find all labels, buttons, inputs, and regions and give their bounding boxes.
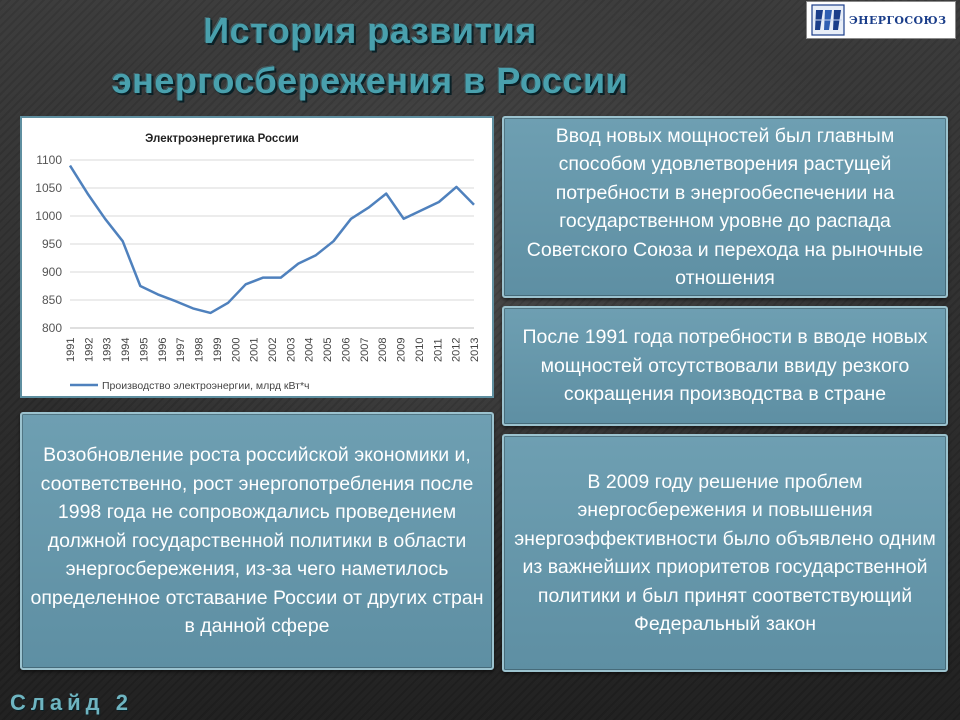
- x-tick-label: 1994: [120, 337, 133, 362]
- slide-title: [60, 6, 680, 106]
- chart-title: Электроэнергетика России: [145, 133, 299, 145]
- info-box-2009-law: [502, 434, 948, 672]
- x-tick-label: 1995: [138, 337, 151, 362]
- x-tick-label: 1998: [193, 337, 206, 362]
- x-tick-label: 2003: [285, 337, 298, 362]
- x-tick-label: 2004: [303, 337, 316, 362]
- x-tick-label: 2012: [450, 337, 463, 362]
- x-tick-label: 2010: [413, 337, 426, 362]
- x-tick-label: 2008: [377, 337, 390, 362]
- y-tick-label: 1000: [35, 209, 62, 223]
- x-tick-label: 2009: [395, 337, 408, 362]
- x-tick-label: 2013: [469, 337, 481, 362]
- info-box-new-capacity: [502, 116, 948, 298]
- info-box-economy-growth-text: Возобновление роста российской экономики и, соответственно, рост энергопотребления после 1998 года не сопровождались проведением должной государственной политики в области энергосбережения, из-за чего наметилось определенное отставание России от других стран в данной сфере: [30, 444, 484, 638]
- legend-label: Производство электроэнергии, млрд кВт*ч: [102, 380, 310, 392]
- y-tick-label: 1050: [35, 181, 62, 195]
- info-box-after-1991-text: После 1991 года потребности в вводе новых мощностей отсутствовали ввиду резкого сокращения производства в стране: [522, 326, 928, 406]
- slide-number-label: Слайд 2: [10, 690, 133, 715]
- x-tick-label: 1997: [175, 337, 188, 362]
- x-tick-label: 1993: [101, 337, 114, 362]
- x-tick-label: 2007: [358, 337, 371, 362]
- x-tick-label: 1999: [211, 337, 224, 362]
- slide-title-line1: История развития: [203, 10, 537, 51]
- x-tick-label: 2000: [230, 337, 243, 362]
- y-tick-label: 850: [41, 293, 62, 307]
- info-box-new-capacity-text: Ввод новых мощностей был главным способом удовлетворения растущей потребности в энергообеспечении на государственном уровне до распада Советского Союза и перехода на рыночные отношения: [526, 124, 924, 289]
- y-tick-label: 900: [41, 265, 62, 279]
- chart-legend: [70, 380, 310, 392]
- x-tick-label: 1992: [83, 337, 96, 362]
- x-tick-label: 2005: [322, 337, 335, 362]
- x-tick-label: 2002: [267, 337, 279, 362]
- y-tick-label: 800: [41, 321, 62, 335]
- info-box-after-1991: [502, 306, 948, 426]
- logo-emblem-icon: [811, 4, 845, 36]
- x-tick-label: 2006: [340, 337, 353, 362]
- x-tick-label: 2001: [248, 337, 261, 362]
- chart-panel: [20, 116, 494, 398]
- energosoyuz-logo: [806, 1, 956, 39]
- y-tick-label: 1100: [36, 153, 62, 167]
- x-tick-label: 1996: [156, 337, 169, 362]
- info-box-2009-law-text: В 2009 году решение проблем энергосбережения и повышения энергоэффективности было объявлено одним из важнейших приоритетов государственной политики и был принят соответствующий Федеральный закон: [514, 470, 936, 635]
- logo-text: ЭНЕРГОСОЮЗ: [849, 13, 947, 27]
- x-tick-label: 1991: [65, 337, 77, 362]
- slide-title-line2: энергосбережения в России: [111, 60, 629, 101]
- line-chart: [22, 118, 492, 396]
- info-box-economy-growth: [20, 412, 494, 670]
- y-tick-label: 950: [41, 237, 62, 251]
- x-tick-label: 2011: [432, 338, 445, 362]
